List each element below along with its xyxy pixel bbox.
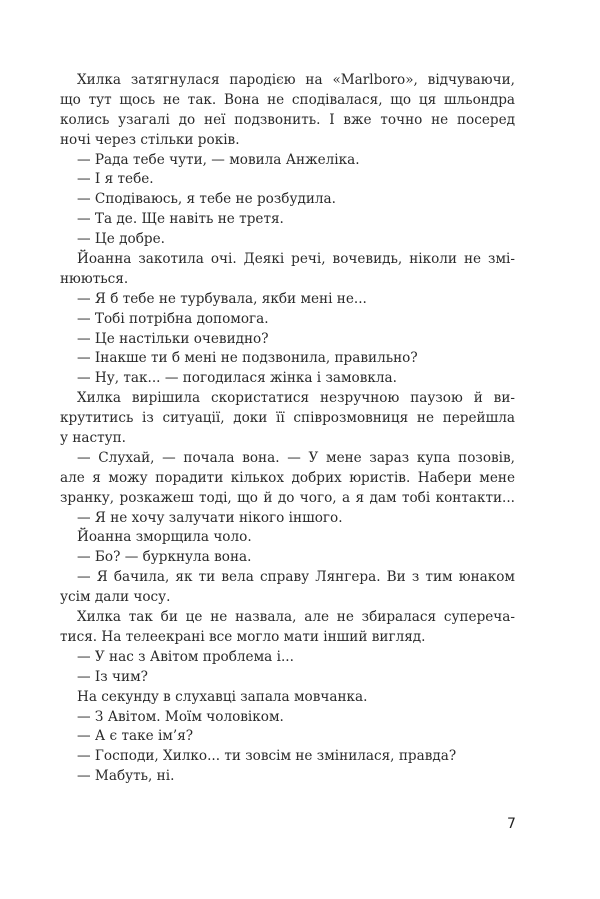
- text-line: — Це настільки очевидно?: [77, 330, 269, 347]
- text-line: — Бо? — буркнула вона.: [77, 549, 252, 566]
- text-line: нюються.: [60, 270, 129, 287]
- text-line: — Мабуть, ні.: [77, 768, 175, 785]
- text-line: — Із чим?: [77, 668, 148, 685]
- text-line: усім дали чосу.: [60, 589, 171, 606]
- text-line: — Рада тебе чути, — мовила Анжеліка.: [77, 151, 360, 168]
- text-line: — У нас з Авітом проблема і...: [77, 648, 294, 665]
- text-line: Хилка вирішила скористатися незручною паузою й ви-: [77, 390, 515, 407]
- text-line: — Сподіваюсь, я тебе не розбудила.: [77, 191, 336, 208]
- text-line: — Господи, Хилко... ти зовсім не змінилася, правда?: [77, 748, 457, 765]
- text-line: — Я бачила, як ти вела справу Лянгера. Ви з тим юнаком: [77, 569, 515, 586]
- text-line: Йоанна закотила очі. Деякі речі, вочевидь, ніколи не змі-: [77, 251, 515, 268]
- text-line: — Ну, так... — погодилася жінка і замовкла.: [77, 370, 397, 387]
- page-body-text: [60, 71, 515, 787]
- text-line: ночі через стільки років.: [60, 131, 240, 148]
- text-line: тися. На телеекрані все могло мати інший вигляд.: [60, 628, 426, 645]
- text-line: зранку, розкажеш тоді, що й до чого, а я дам тобі контакти...: [60, 489, 515, 506]
- text-line: Хилка затягнулася пародією на «Marlboro», відчуваючи,: [77, 72, 515, 88]
- text-line: у наступ.: [60, 430, 126, 447]
- text-line: На секунду в слухавці запала мовчанка.: [77, 688, 368, 705]
- page-number: 7: [507, 816, 516, 832]
- text-line: — З Авітом. Моїм чоловіком.: [77, 708, 284, 725]
- text-line: — А є таке ім’я?: [77, 728, 194, 745]
- text-line: — Тобі потрібна допомога.: [77, 310, 269, 327]
- text-line: колись узагалі до неї подзвонить. І вже точно не посеред: [60, 111, 515, 128]
- text-line: Хилка так би це не назвала, але не збиралася супереча-: [77, 609, 515, 626]
- text-line: — Я не хочу залучати нікого іншого.: [77, 509, 343, 526]
- text-line: але я можу порадити кількох добрих юристів. Набери мене: [60, 469, 515, 486]
- text-line: — Це добре.: [77, 231, 165, 248]
- text-line: Йоанна зморщила чоло.: [77, 529, 252, 546]
- text-line: — Та де. Ще навіть не третя.: [77, 211, 284, 228]
- text-line: що тут щось не так. Вона не сподівалася, що ця шльондра: [60, 91, 515, 108]
- text-line: — Я б тебе не турбувала, якби мені не...: [77, 290, 367, 307]
- text-line: — І я тебе.: [77, 171, 154, 188]
- text-line: — Інакше ти б мені не подзвонила, правильно?: [77, 350, 418, 367]
- text-line: — Слухай, — почала вона. — У мене зараз купа позовів,: [77, 449, 515, 466]
- text-line: крутитись із ситуації, доки її співрозмовниця не перейшла: [60, 410, 515, 427]
